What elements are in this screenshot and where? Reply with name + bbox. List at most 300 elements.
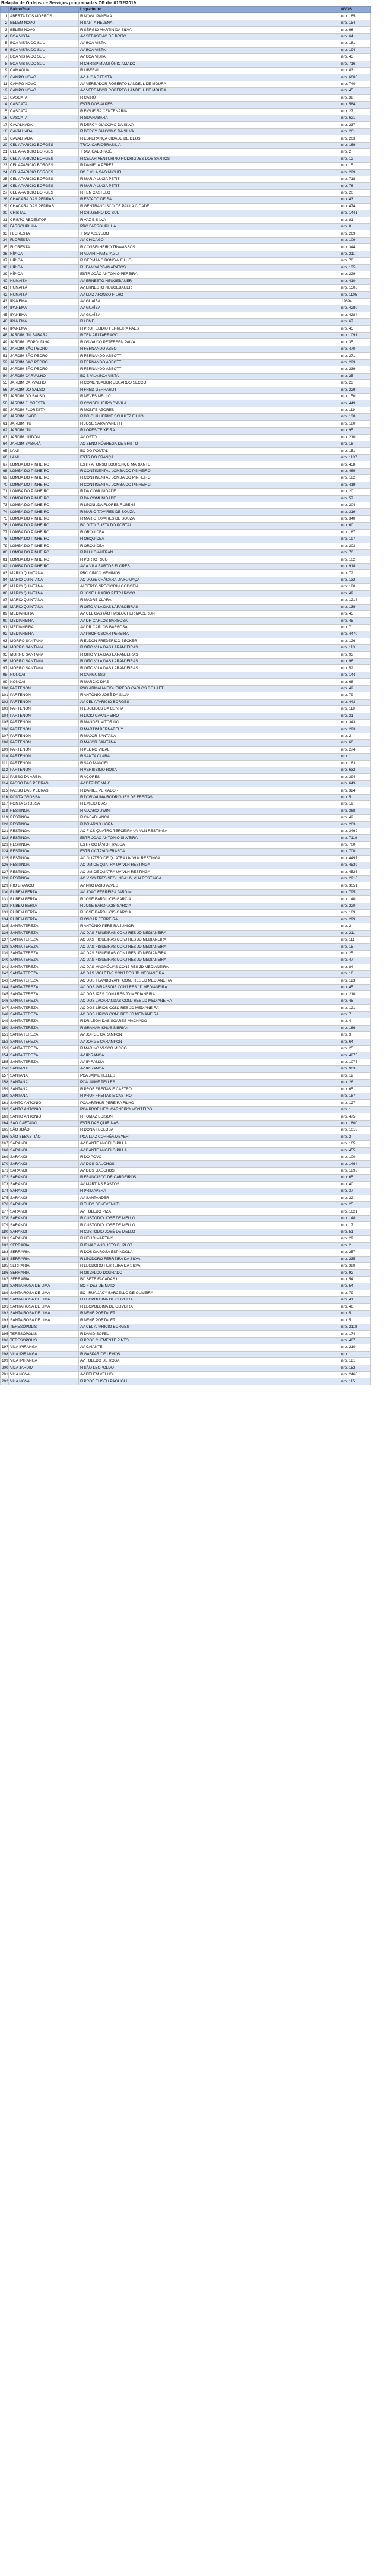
row-index: 154	[1, 1052, 9, 1059]
row-numero: nro. 15	[340, 944, 371, 950]
row-bairro: PONTA GROSSA	[9, 801, 79, 808]
row-logradouro: R CHRISPIM ANTÔNIO AMADO	[79, 61, 340, 67]
row-logradouro: R OITO VILA DAS LARANJEIRAS	[79, 665, 340, 672]
row-index: 184	[1, 1256, 9, 1262]
row-numero: nro. 20	[340, 489, 371, 495]
table-row	[1, 237, 371, 243]
row-index: 15	[1, 108, 9, 115]
row-index: 64	[1, 441, 9, 448]
table-row	[1, 359, 371, 366]
row-logradouro: AV A VILA BARTOS FLORES	[79, 563, 340, 569]
row-numero: nro. 182	[340, 475, 371, 482]
row-numero: nro. 1105	[340, 292, 371, 298]
row-logradouro: R CAIRÚ	[79, 94, 340, 101]
row-bairro: HÍPICA	[9, 271, 79, 278]
row-index: 157	[1, 1072, 9, 1079]
row-bairro: RESTINGA	[9, 849, 79, 855]
row-bairro: SANTA TEREZA	[9, 1005, 79, 1011]
table-row	[1, 706, 371, 713]
row-index: 79	[1, 543, 9, 549]
row-bairro: SARANDI	[9, 1141, 79, 1147]
row-bairro: PARTENON	[9, 699, 79, 705]
row-bairro: LOMBA DO PINHEIRO	[9, 556, 79, 563]
row-numero: nro. 2	[340, 923, 371, 930]
row-logradouro: BC F DEZ DE MAIO	[79, 1283, 340, 1290]
row-index: 147	[1, 1005, 9, 1011]
row-logradouro: R COMENDADOR EDUARDO SECCO	[79, 380, 340, 387]
row-logradouro: AC DOS LÍRIOS CONJ RES JD MEDIANEIRA	[79, 1011, 340, 1018]
row-index: 151	[1, 1032, 9, 1039]
row-index: 86	[1, 590, 9, 597]
table-row	[1, 1039, 371, 1045]
row-logradouro: R PROF ELIDIO FERREIRA PAES	[79, 325, 340, 332]
table-row	[1, 495, 371, 502]
row-index: 70	[1, 482, 9, 488]
table-row	[1, 142, 371, 148]
table-row	[1, 258, 371, 264]
table-row	[1, 1141, 371, 1147]
row-numero: nro. 621	[340, 115, 371, 122]
row-numero: nro. 19	[340, 801, 371, 808]
row-logradouro: ESTR OCTÁVIO FRASCA	[79, 849, 340, 855]
row-logradouro: R NENÊ PORTALET	[79, 1317, 340, 1324]
row-logradouro: R ORQUÍDEA	[79, 529, 340, 536]
row-index: 171	[1, 1167, 9, 1174]
row-numero: nro. 643	[340, 780, 371, 787]
table-row	[1, 176, 371, 182]
row-index: 2	[1, 20, 9, 26]
row-index: 98	[1, 672, 9, 678]
row-numero: nro. 2	[340, 1242, 371, 1249]
row-numero: nro. 183	[340, 760, 371, 767]
row-logradouro: AV DR CARLOS BARBOSA	[79, 618, 340, 624]
row-bairro: LOMBA DO PINHEIRO	[9, 461, 79, 468]
row-bairro: CEL APARICIO BORGES	[9, 156, 79, 162]
table-row	[1, 1256, 371, 1262]
row-numero: nro. 54	[340, 1276, 371, 1283]
row-bairro: SANTA TEREZA	[9, 936, 79, 943]
row-numero: nro. 181	[340, 1358, 371, 1365]
row-numero: nro. 1893	[340, 1167, 371, 1174]
row-bairro: RESTINGA	[9, 835, 79, 841]
table-row	[1, 1297, 371, 1303]
row-bairro: FLORESTA	[9, 244, 79, 251]
row-logradouro: R EMILIO DIAS	[79, 801, 340, 808]
row-bairro: SANTA TEREZA	[9, 944, 79, 950]
row-index: 41	[1, 284, 9, 291]
row-logradouro: AC DOS LÍRIOS CONJ RES JD MEDIANEIRA	[79, 1005, 340, 1011]
row-index: 133	[1, 910, 9, 916]
row-numero: nro. 474	[340, 203, 371, 210]
row-logradouro: PRÇ CINCO MENINOS	[79, 570, 340, 577]
row-index: 94	[1, 645, 9, 651]
row-index: 111	[1, 760, 9, 767]
row-index: 202	[1, 1378, 9, 1385]
row-numero: nro. 3051	[340, 882, 371, 889]
row-bairro: BOA VISTA DO SUL	[9, 54, 79, 61]
table-row	[1, 679, 371, 685]
table-row	[1, 1249, 371, 1256]
row-logradouro: R SÃO LEOPOLDO	[79, 1365, 340, 1371]
row-numero: nro. 410	[340, 278, 371, 284]
row-logradouro: R CONTINENTAL LOMBA DO PINHEIRO	[79, 475, 340, 482]
row-numero: nro. 21	[340, 713, 371, 719]
row-numero: nro. 49	[340, 590, 371, 597]
table-row	[1, 387, 371, 393]
row-numero: nro. 324	[340, 787, 371, 794]
row-logradouro: R ELDON FREDERICO BECKER	[79, 638, 340, 644]
row-logradouro: AC DOS FLAMBOYANT CONJ RES JD MEDIANEIRA	[79, 977, 340, 984]
row-logradouro: R JOSÉ BARDIUCIS GARCIA	[79, 896, 340, 903]
row-index: 188	[1, 1283, 9, 1290]
row-index: 43	[1, 298, 9, 305]
row-logradouro: ESTR DAS QUIRINAS	[79, 1120, 340, 1126]
table-row	[1, 1222, 371, 1229]
row-bairro: SANTA TEREZA	[9, 964, 79, 970]
row-index: 153	[1, 1045, 9, 1052]
row-index: 68	[1, 468, 9, 474]
table-row	[1, 1242, 371, 1249]
row-logradouro: AV IPIRANGA	[79, 1052, 340, 1059]
row-logradouro: AV IPIRANGA	[79, 1059, 340, 1065]
report-title: Relação de Ordens de Serviços programadas OP dia 01/12/2019	[1, 0, 137, 5]
row-logradouro: AV TOLEDO DE ROSA	[79, 1358, 340, 1365]
row-bairro: SARANDI	[9, 1161, 79, 1167]
table-row	[1, 169, 371, 176]
row-bairro: CAMPO NOVO	[9, 81, 79, 87]
row-bairro: SÃO JOÃO	[9, 1127, 79, 1134]
row-numero: nro. 394	[340, 774, 371, 780]
table-row	[1, 624, 371, 631]
table-row	[1, 1106, 371, 1113]
row-bairro: JARDIM ITÚ	[9, 428, 79, 434]
row-bairro: SARANDI	[9, 1222, 79, 1229]
row-index: 146	[1, 998, 9, 1004]
row-bairro: RESTINGA	[9, 862, 79, 869]
row-logradouro: BC B VILA BOA VISTA	[79, 373, 340, 379]
row-bairro: PARTENON	[9, 692, 79, 699]
row-numero: nro. 127	[340, 1100, 371, 1106]
row-numero: nro. 23	[340, 380, 371, 387]
row-logradouro: ESTR JOÃO ANTONIO PEREIRA	[79, 271, 340, 278]
row-bairro: NONOAI	[9, 679, 79, 685]
row-numero: nro. 721	[340, 570, 371, 577]
table-row	[1, 971, 371, 977]
row-index: 102	[1, 699, 9, 705]
row-index: 8	[1, 61, 9, 67]
row-index: 58	[1, 400, 9, 407]
row-index: 200	[1, 1365, 9, 1371]
row-index: 162	[1, 1106, 9, 1113]
table-row	[1, 651, 371, 658]
row-numero: nro. 43	[340, 197, 371, 203]
row-index: 93	[1, 638, 9, 644]
row-numero: nro. 65	[340, 1086, 371, 1093]
row-bairro: CASCATA	[9, 94, 79, 101]
table-row	[1, 543, 371, 549]
row-logradouro: AV CHICAGO	[79, 237, 340, 243]
table-row	[1, 590, 371, 597]
row-index: 105	[1, 719, 9, 726]
row-logradouro: AV CEL APARICIO BORGES	[79, 699, 340, 705]
row-index: 45	[1, 312, 9, 318]
row-index: 106	[1, 726, 9, 733]
row-logradouro: R MADRE CLARA	[79, 597, 340, 604]
row-logradouro: AV ERNESTO NEUGEBAUER	[79, 284, 340, 291]
row-numero: nro. 419	[340, 482, 371, 488]
row-bairro: FLORESTA	[9, 230, 79, 237]
row-index: 149	[1, 1018, 9, 1025]
row-bairro: SERRARIA	[9, 1262, 79, 1269]
row-numero: nro. 1075	[340, 1059, 371, 1065]
row-bairro: SERRARIA	[9, 1256, 79, 1262]
row-bairro: MARIO QUINTANA	[9, 584, 79, 590]
row-logradouro: AV GUAÍBA	[79, 298, 340, 305]
row-index: 160	[1, 1093, 9, 1100]
table-row	[1, 998, 371, 1004]
row-bairro: HUMAITÁ	[9, 278, 79, 284]
row-numero: nro. 180	[340, 584, 371, 590]
row-logradouro: R ORQUÍDEA	[79, 536, 340, 543]
table-row	[1, 482, 371, 488]
row-index: 40	[1, 278, 9, 284]
row-index: 183	[1, 1249, 9, 1256]
row-index: 75	[1, 515, 9, 522]
table-row	[1, 1072, 371, 1079]
row-logradouro: R MARIO TAVARES DE SOUZA	[79, 509, 340, 515]
row-bairro: SANTO ANTONIO	[9, 1106, 79, 1113]
row-logradouro: AC UM DE QUATRA UV VLN RESTINGA	[79, 869, 340, 875]
row-numero: nro. 211	[340, 251, 371, 257]
row-index: 20	[1, 142, 9, 148]
row-numero: nro. 64	[340, 1039, 371, 1045]
table-row	[1, 81, 371, 87]
row-bairro: JARDIM SÃO PEDRO	[9, 346, 79, 352]
row-bairro: LOMBA DO PINHEIRO	[9, 523, 79, 529]
row-bairro: LAMI	[9, 454, 79, 461]
row-index: 24	[1, 169, 9, 176]
row-logradouro: R SÃO MANOEL	[79, 760, 340, 767]
table-row	[1, 1127, 371, 1134]
row-logradouro: AV BOA VISTA	[79, 47, 340, 53]
row-numero: nro. 7	[340, 624, 371, 631]
row-index: 101	[1, 692, 9, 699]
row-bairro: BOA VISTA DO SUL	[9, 47, 79, 53]
row-index: 14	[1, 102, 9, 108]
row-numero: nro. 165	[340, 1141, 371, 1147]
table-row	[1, 1113, 371, 1120]
row-logradouro: AC DOS IPÊS CONJ RES JD MEDIANEIRA	[79, 991, 340, 998]
table-row	[1, 210, 371, 217]
row-bairro: IPANEMA	[9, 305, 79, 312]
row-numero: nro. 54	[340, 1283, 371, 1290]
row-logradouro: R LEOPOLDINA DE OLIVEIRA	[79, 1303, 340, 1310]
row-bairro: SARANDI	[9, 1202, 79, 1208]
row-numero: nro. 5	[340, 1317, 371, 1324]
row-numero: nro. 1464	[340, 1161, 371, 1167]
row-index: 37	[1, 258, 9, 264]
row-logradouro: R LEONILDA FLORES RUBENS	[79, 502, 340, 508]
header-numero: Nº/OS	[340, 7, 371, 13]
row-bairro: SERRARIA	[9, 1242, 79, 1249]
row-bairro: CAMPO NOVO	[9, 74, 79, 81]
table-row	[1, 489, 371, 495]
row-logradouro: R DAVID SOPEL	[79, 1331, 340, 1337]
table-row	[1, 88, 371, 94]
table-row	[1, 115, 371, 122]
table-row	[1, 713, 371, 719]
row-index: 36	[1, 251, 9, 257]
row-logradouro: AV DANTE ANGELO PILLA	[79, 1147, 340, 1154]
table-row	[1, 502, 371, 508]
row-logradouro: R IRMÃO AUGUSTO DUPLOT	[79, 1242, 340, 1249]
row-bairro: SANTA ROSA DE LIMA	[9, 1290, 79, 1296]
row-bairro: SANTO ANTONIO	[9, 1100, 79, 1106]
row-logradouro: PCA JAIME TELLES	[79, 1080, 340, 1086]
table-row	[1, 1365, 371, 1371]
row-index: 32	[1, 224, 9, 230]
row-bairro: JARDIM DO SALSO	[9, 387, 79, 393]
row-index: 73	[1, 502, 9, 508]
table-row	[1, 339, 371, 346]
row-bairro: LOMBA DO PINHEIRO	[9, 515, 79, 522]
table-row	[1, 1202, 371, 1208]
row-logradouro: AV CEL APARICIO BORGES	[79, 1324, 340, 1330]
table-row	[1, 393, 371, 400]
table-row	[1, 672, 371, 678]
table-row	[1, 1175, 371, 1181]
row-index: 195	[1, 1331, 9, 1337]
row-logradouro: R DERCY GIACOMO DA SILVA	[79, 128, 340, 135]
row-numero: nro. 235	[340, 1256, 371, 1262]
row-bairro: SERRARIA	[9, 1249, 79, 1256]
row-bairro: CHACARA DAS PEDRAS	[9, 197, 79, 203]
table-row	[1, 1025, 371, 1031]
row-index: 136	[1, 930, 9, 936]
row-bairro: LOMBA DO PINHEIRO	[9, 475, 79, 482]
row-numero: nro. 368	[340, 808, 371, 814]
table-row	[1, 230, 371, 237]
header-bairro: Bairro/Rua	[9, 7, 79, 13]
row-logradouro: R CANGUSSU	[79, 672, 340, 678]
row-numero: nro. 174	[340, 1331, 371, 1337]
table-row	[1, 197, 371, 203]
table-row	[1, 319, 371, 325]
table-row	[1, 774, 371, 780]
row-numero: nro. 144	[340, 672, 371, 678]
row-numero: nro. 4497	[340, 855, 371, 862]
row-bairro: SANTANA	[9, 1086, 79, 1093]
row-bairro: HÍPICA	[9, 258, 79, 264]
row-numero: nro. 918	[340, 563, 371, 569]
table-row	[1, 944, 371, 950]
table-row	[1, 529, 371, 536]
row-logradouro: AV DOS GAÚCHOS	[79, 1161, 340, 1167]
row-index: 143	[1, 977, 9, 984]
row-index: 5	[1, 40, 9, 47]
row-logradouro: R NEVES MELLO	[79, 393, 340, 400]
table-row	[1, 61, 371, 67]
row-bairro: HUMAITÁ	[9, 284, 79, 291]
row-logradouro: R PROF CLEMENTE PINTO	[79, 1337, 340, 1344]
table-row	[1, 760, 371, 767]
table-row	[1, 808, 371, 814]
row-logradouro: R MAJOR SANTANA	[79, 733, 340, 739]
row-logradouro: R OITO VILA DAS LARANJEIRAS	[79, 604, 340, 610]
row-bairro: IPANEMA	[9, 312, 79, 318]
row-bairro: JARDIM CARVALHO	[9, 380, 79, 387]
row-bairro: SARANDI	[9, 1195, 79, 1201]
row-logradouro: PSG ARMÁLIA FIGUEIREDO CARLOS DE LAET	[79, 685, 340, 692]
row-logradouro: AV JORGE CARAMPON	[79, 1032, 340, 1039]
row-index: 148	[1, 1011, 9, 1018]
row-logradouro: R MONTE AZORES	[79, 407, 340, 413]
row-numero: nro. 41	[340, 1297, 371, 1303]
row-logradouro: R MAJOR SANTANA	[79, 740, 340, 746]
row-index: 99	[1, 679, 9, 685]
row-logradouro: R TEN ARI TARRAGÔ	[79, 333, 340, 339]
row-bairro: PARTENON	[9, 726, 79, 733]
row-logradouro: AC DAS VIOLETAS CONJ RES JD MEDIANEIRA	[79, 971, 340, 977]
row-logradouro: R LEODORO FERREIRA DA SILVA	[79, 1256, 340, 1262]
row-logradouro: R OITO VILA DAS LARANJEIRAS	[79, 645, 340, 651]
row-bairro: MARIO QUINTANA	[9, 597, 79, 604]
row-numero: nro. 25	[340, 950, 371, 957]
row-numero: nro. 25	[340, 373, 371, 379]
table-row	[1, 1147, 371, 1154]
row-index: 27	[1, 189, 9, 196]
row-logradouro: R DONA TECLOSA	[79, 1127, 340, 1134]
row-logradouro: AV CEL GASTÃO HASLOCHER MAZERON	[79, 610, 340, 617]
row-numero: nro. 194	[340, 47, 371, 53]
row-logradouro: AC DAS FIGUEIRAS CONJ RES JD MEDIANEIRA	[79, 957, 340, 964]
table-row	[1, 325, 371, 332]
row-index: 44	[1, 305, 9, 312]
row-bairro: CAVALHADA	[9, 122, 79, 128]
row-logradouro: R DR LEONIDAS SOARES MACHADO	[79, 1018, 340, 1025]
row-index: 74	[1, 509, 9, 515]
row-index: 167	[1, 1141, 9, 1147]
row-index: 118	[1, 808, 9, 814]
row-numero: nro. 469	[340, 468, 371, 474]
row-numero: nro. 716	[340, 61, 371, 67]
row-bairro: JARDIM SABARÁ	[9, 441, 79, 448]
row-numero: nro. 64	[340, 33, 371, 40]
row-bairro: BOA VISTA DO SUL	[9, 40, 79, 47]
table-row	[1, 787, 371, 794]
row-numero: nro. 138	[340, 414, 371, 420]
row-logradouro: TRAV. CARIOBRASILIA	[79, 142, 340, 148]
row-index: 81	[1, 556, 9, 563]
row-bairro: MORRO SANTANA	[9, 638, 79, 644]
row-bairro: SANTA TEREZA	[9, 998, 79, 1004]
row-bairro: JARDIM FLORESTA	[9, 400, 79, 407]
table-row	[1, 631, 371, 638]
row-bairro: LOMBA DO PINHEIRO	[9, 502, 79, 508]
row-index: 61	[1, 420, 9, 427]
row-numero: nro. 119	[340, 706, 371, 713]
row-numero: nro. 45	[340, 618, 371, 624]
row-index: 69	[1, 475, 9, 482]
row-bairro: LAMI	[9, 448, 79, 454]
row-index: 142	[1, 971, 9, 977]
row-numero: nro. 65	[340, 1175, 371, 1181]
table-row	[1, 1100, 371, 1106]
row-index: 104	[1, 713, 9, 719]
table-row	[1, 441, 371, 448]
table-row	[1, 224, 371, 230]
row-numero: nro. 4875	[340, 1052, 371, 1059]
